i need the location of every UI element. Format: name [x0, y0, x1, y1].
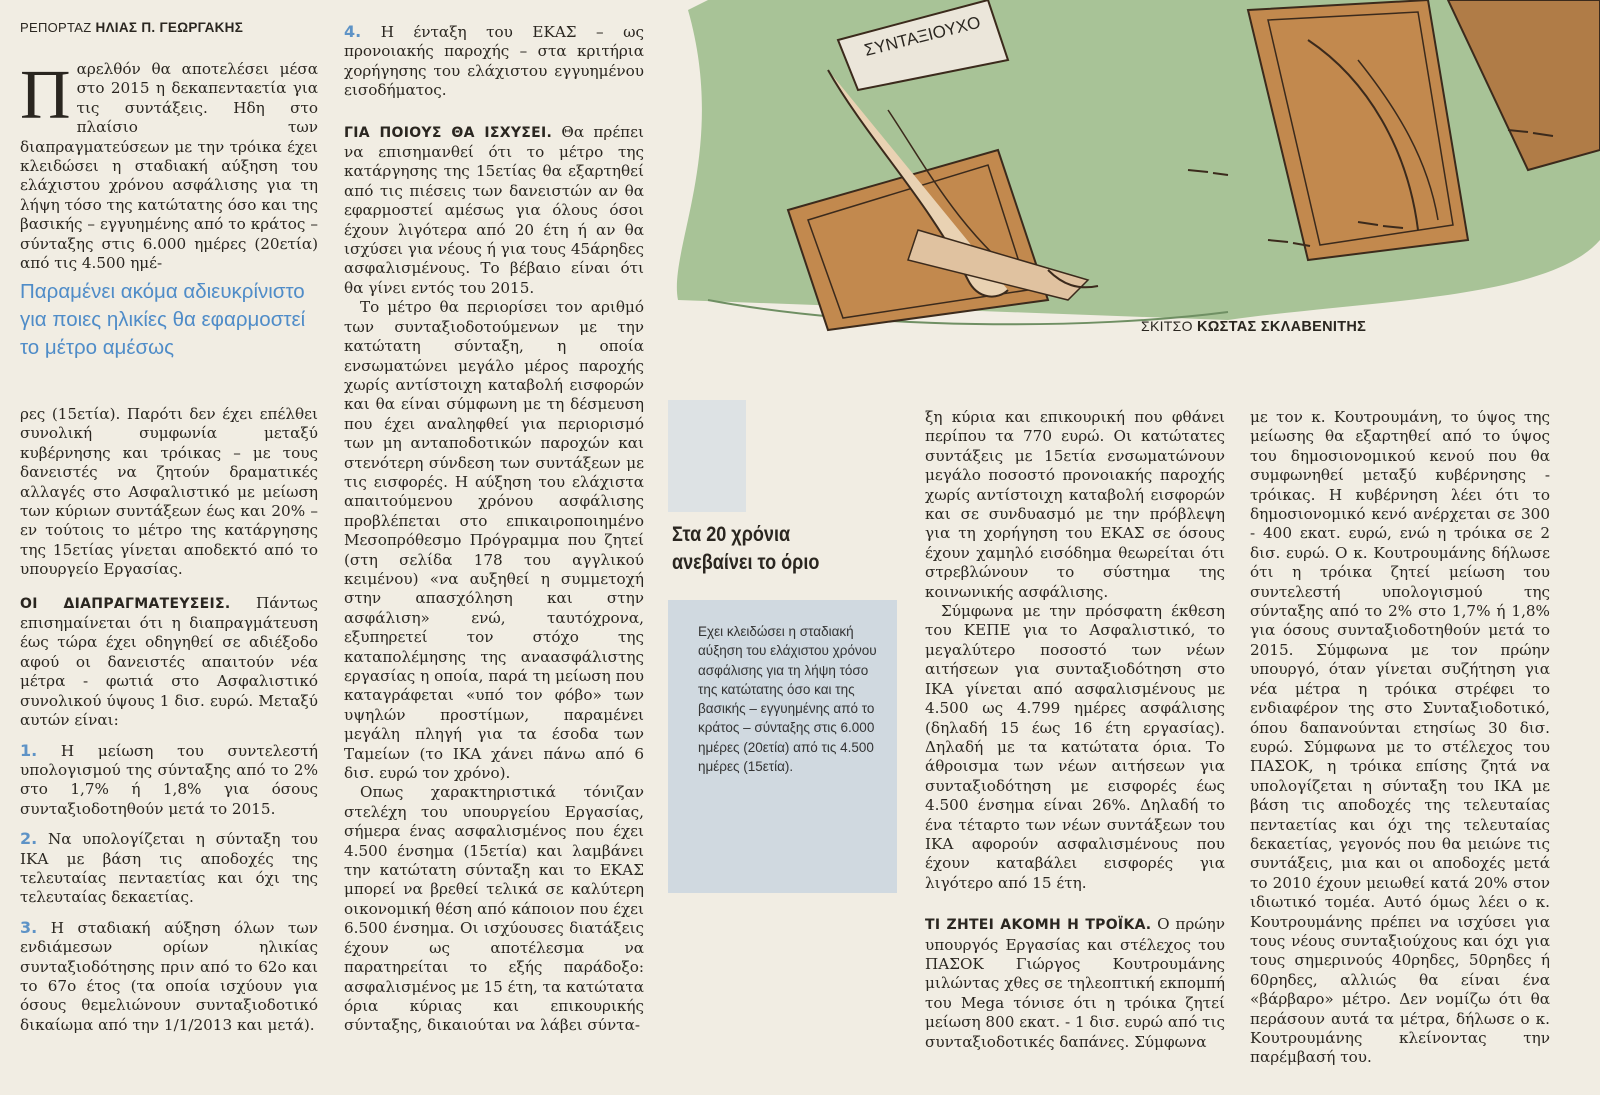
faded-bleed-through	[668, 400, 746, 512]
paragraph-text: Θα πρέπει να επισημανθεί ότι το μέτρο της κατάργησης της 15ετίας θα εξαρτηθεί από τις πιέσεις των δανειστών αν θα εφαρμοστεί αμέσως για όλους όσοι έχουν λιγότερα από 20 έτη ή αν θα ισχύσει για νέους ή για τους 45άρηδες ασφαλισμένους. Το βέβαιο είναι ότι θα γίνει εντός του 2015.	[344, 122, 644, 297]
paragraph: με τον κ. Κουτρουμάνη, το ύψος της μείωσης θα εξαρτηθεί από το ύψος του δημοσιονομικού κενού που θα συμφωνηθεί μεταξύ κυβέρνησης - τρόικας. Η κυβέρνηση λέει ότι το δημοσιονομικό κενό ανέρχεται σε 300 - 400 εκατ. ευρώ, ενώ η τρόικα σε 2 δισ. ευρώ. Ο κ. Κουτρουμάνης δήλωσε ότι η τρόικα ζητεί μείωση του συντελεστή υπολογισμού της σύνταξης από το 2% στο 1,7% ή 1,8% για όσους συνταξιοδοτηθούν μετά το 2015. Σύμφωνα με τον πρώην υπουργό, όταν γίνεται συζήτηση για νέα μέτρα η τρόικα στρέφει το ενδιαφέρον της στο Συνταξιοδοτικό, όπου δαπανούνται ετησίως 30 δισ. ευρώ. Σύμφωνα με το στέλεχος του ΠΑΣΟΚ, η τρόικα επίσης ζητά να υπολογίζεται η σύνταξη του ΙΚΑ με βάση τις αποδοχές της τελευταίας πενταετίας και όχι της τελευταίας δεκαετίας, γεγονός που θα μειώνε τις συντάξεις, μια και οι αποδοχές μετά το 2010 έχουν μειωθεί κατά 20% στον ιδιωτικό τομέα. Αυτό όμως λέει ο κ. Κουτρουμάνης πρέπει να ισχύσει για τους νέους συνταξιούχους και όχι για τους σημερινούς 40ρηδες, 50ρηδες ή 60ρηδες, αλλιώς θα είναι ένα «βάρβαρο» μέτρο. Δεν νομίζω ότι θα περάσουν αυτά τα μέτρα, δήλωσε ο κ. Κουτρουμάνης κλείνοντας την παρέμβασή του.	[1250, 408, 1550, 1067]
lead-text: αρελθόν θα αποτελέσει μέσα στο 2015 η δεκαπενταετία για τις συντάξεις. Ηδη στο πλαίσιο των διαπραγματεύσεων με την τρόικα έχει κλειδώσει η σταδιακή αύξηση του ελάχιστου χρόνου ασφάλισης για τη λήψη τόσο της κατώτατης όσο και της βασικής – εγγυημένης από το κράτος – σύνταξης στις 6.000 ημέρες (20ετία) από τις 4.500 ημέ-	[20, 60, 318, 273]
section-heading: ΤΙ ΖΗΤΕΙ ΑΚΟΜΗ Η ΤΡΟΪΚΑ.	[925, 917, 1152, 934]
paragraph	[20, 594, 318, 731]
list-item	[20, 829, 318, 908]
cartoon-sign-text: ΣΥΝΤΑΞΙΟΥΧΟ	[862, 12, 983, 60]
cartoon-caption	[1141, 318, 1366, 335]
column-1-lower	[20, 405, 318, 1035]
dropcap: Π	[20, 57, 71, 134]
list-item	[20, 741, 318, 820]
byline	[20, 20, 243, 35]
sidebar-title: Στα 20 χρόνια ανεβαίνει το όριο	[672, 523, 820, 574]
column-1	[20, 57, 318, 273]
list-item	[20, 918, 318, 1035]
paragraph-text: Ο πρώην υπουργός Εργασίας και στέλεχος του ΠΑΣΟΚ Γιώργος Κουτρουμάνης μιλώντας χθες σε τηλεοπτική εκπομπή του Mega τόνισε ότι η τρόικα ζητεί μείωση 800 εκατ. - 1 δισ. ευρώ από τις συνταξιοδοτικές δαπάνες. Σύμφωνα	[925, 915, 1226, 1051]
paragraph	[344, 123, 644, 299]
cartoon-illustration	[668, 0, 1600, 360]
paragraph: Οπως χαρακτηριστικά τόνιζαν στελέχη του υπουργείου Εργασίας, σήμερα ένας ασφαλισμένος που έχει 4.500 ένσημα (15ετία) και λαμβάνει την κατώτατη σύνταξη και το ΕΚΑΣ μπορεί να βρεθεί τελικά σε καλύτερη οικονομική θέση από κάποιον που έχει 6.500 ένσημα. Οι ισχύουσες διατάξεις έχουν ως αποτέλεσμα να παρατηρείται το εξής παράδοξο: ασφαλισμένος με 15 έτη, τα κατώτατα όρια κύριας και επικουρικής σύνταξης, δικαιούται να λάβει σύντα-	[344, 783, 644, 1035]
byline-author: ΗΛΙΑΣ Π. ΓΕΩΡΓΑΚΗΣ	[95, 20, 244, 35]
section-heading: ΟΙ ΔΙΑΠΡΑΓΜΑΤΕΥΣΕΙΣ.	[20, 595, 231, 612]
section-heading: ΓΙΑ ΠΟΙΟΥΣ ΘΑ ΙΣΧΥΣΕΙ.	[344, 124, 553, 141]
paragraph: ξη κύρια και επικουρική που φθάνει περίπου τα 770 ευρώ. Οι κατώτατες συντάξεις με 15ετία ενσωματώνουν μεγάλο ποσοστό προνοιακής παροχής χωρίς αντίστοιχη καταβολή εισφορών και σε συνδυασμό με την πρόβλεψη για τη χορήγηση του ΕΚΑΣ σε όσους έχουν χαμηλό εισόδημα θεωρείται ότι στρεβλώνουν το σύστημα της κοινωνικής ασφάλισης.	[925, 408, 1225, 601]
column-2	[344, 22, 644, 1036]
lead-paragraph	[20, 57, 318, 273]
paragraph: Σύμφωνα με την πρόσφατη έκθεση του ΚΕΠΕ για το Ασφαλιστικό, το μεγαλύτερο ποσοστό των νέων αιτήσεων για συνταξιοδότηση στο ΙΚΑ γίνεται από ασφαλισμένους με 4.500 ως 4.799 ημέρες ασφάλισης (δηλαδή 15 έως 16 έτη εργασίας). Δηλαδή με τα κατώτατα όρια. Το άθροισμα των νέων αιτήσεων για συνταξιοδότηση με εισφορές έως 4.500 ένσημα είναι 26%. Δηλαδή το ένα τέταρτο των νέων συντάξεων του ΙΚΑ αφορούν ασφαλισμένους που έχουν καταβάλει εισφορές για λιγότερο από 15 έτη.	[925, 602, 1225, 892]
caption-prefix: ΣΚΙΤΣΟ	[1141, 318, 1193, 334]
list-number: 3.	[20, 917, 38, 937]
list-number: 2.	[20, 829, 38, 849]
list-number: 1.	[20, 740, 38, 760]
sidebar-text: Εχει κλειδώσει η σταδιακή αύξηση του ελάχιστου χρόνου ασφάλισης για τη λήψη τόσο της κατώτατης όσο και της βασικής – εγγυημένης από το κράτος – σύνταξης στις 6.000 ημέρες (20ετία) από τις 4.500 ημέρες (15ετία).	[698, 624, 877, 775]
list-item-text: Η ένταξη του ΕΚΑΣ – ως προνοιακής παροχής – στα κριτήρια χορήγησης του ελάχιστου εγγυημένου εισοδήματος.	[344, 23, 644, 100]
paragraph: ρες (15ετία). Παρότι δεν έχει επέλθει συνολική συμφωνία μεταξύ κυβέρνησης και τρόικας – με τους δανειστές να ζητούν δραματικές αλλαγές στο Ασφαλιστικό με μείωση των κύριων συντάξεων έως και 20% – εν τούτοις το μέτρο της κατάργησης της 15ετίας γίνεται αποδεκτό από το υπουργείο Εργασίας.	[20, 405, 318, 579]
pull-quote: Παραμένει ακόμα αδιευκρίνιστο για ποιες ηλικίες θα εφαρμοστεί το μέτρο αμέσως	[20, 280, 306, 359]
list-item	[344, 22, 644, 101]
byline-prefix: ΡΕΠΟΡΤΑΖ	[20, 20, 92, 35]
paragraph	[925, 915, 1225, 1052]
column-3	[925, 408, 1225, 1052]
list-item-text: Η μείωση του συντελεστή υπολογισμού της σύνταξης από το 2% στο 1,7% ή 1,8% για όσους συνταξιοδοτηθούν μετά το 2015.	[20, 741, 318, 818]
column-4	[1250, 408, 1550, 1068]
paragraph: Το μέτρο θα περιορίσει τον αριθμό των συνταξιοδοτούμενων με την κατώτατη σύνταξη, η οποία ενσωματώνει μεγάλο μέρος παροχής χωρίς αντίστοιχη καταβολή εισφορών και θα είναι σύμφωνη με τη δέσμευση που έχει αναληφθεί για περιορισμό των μη ανταποδοτικών παροχών και στενότερη σύνδεση των συντάξεων με τις εισφορές. Η αύξηση του ελάχιστα απαιτούμενου χρόνου ασφάλισης προβλέπεται στο επικαιροποιημένο Μεσοπρόθεσμο Πρόγραμμα που ζητεί (στη σελίδα 178 του αγγλικού κειμένου) «να αυξηθεί η συμμετοχή στην απασχόληση και στην ασφάλιση» ενώ, ταυτόχρονα, εξυπηρετεί τον στόχο της καταπολέμησης της αναασφάλιστης εργασίας η οποία, παρά τη μείωση που καταγράφεται «υπό τον φόβο» των υψηλών προστίμων, παραμένει μεγάλη πληγή για τα έσοδα των Ταμείων (το ΙΚΑ χάνει πάνω από 6 δισ. ευρώ τον χρόνο).	[344, 298, 644, 783]
list-item-text: Να υπολογίζεται η σύνταξη του ΙΚΑ με βάση τις αποδοχές της τελευταίας πενταετίας και όχι της τελευταίας δεκαετίας.	[20, 830, 319, 907]
paragraph-text: Πάντως επισημαίνεται ότι η διαπραγμάτευση έως τώρα έχει οδηγηθεί σε αδιέξοδο αφού οι δανειστές απαιτούν νέα μέτρα - φωτιά στο Ασφαλιστικό συνολικού ύψους 1 δισ. ευρώ. Μεταξύ αυτών είναι:	[20, 593, 318, 730]
list-number: 4.	[344, 22, 362, 41]
list-item-text: Η σταδιακή αύξηση όλων των ενδιάμεσων ορίων ηλικίας συνταξιοδότησης πριν από το 62ο και το 67ο έτος (τα οποία ισχύουν για όσους θεμελιώνουν συνταξιοδοτικό δικαίωμα από την 1/1/2013 και μετά).	[20, 918, 318, 1034]
caption-author: ΚΩΣΤΑΣ ΣΚΛΑΒΕΝΙΤΗΣ	[1196, 319, 1367, 335]
